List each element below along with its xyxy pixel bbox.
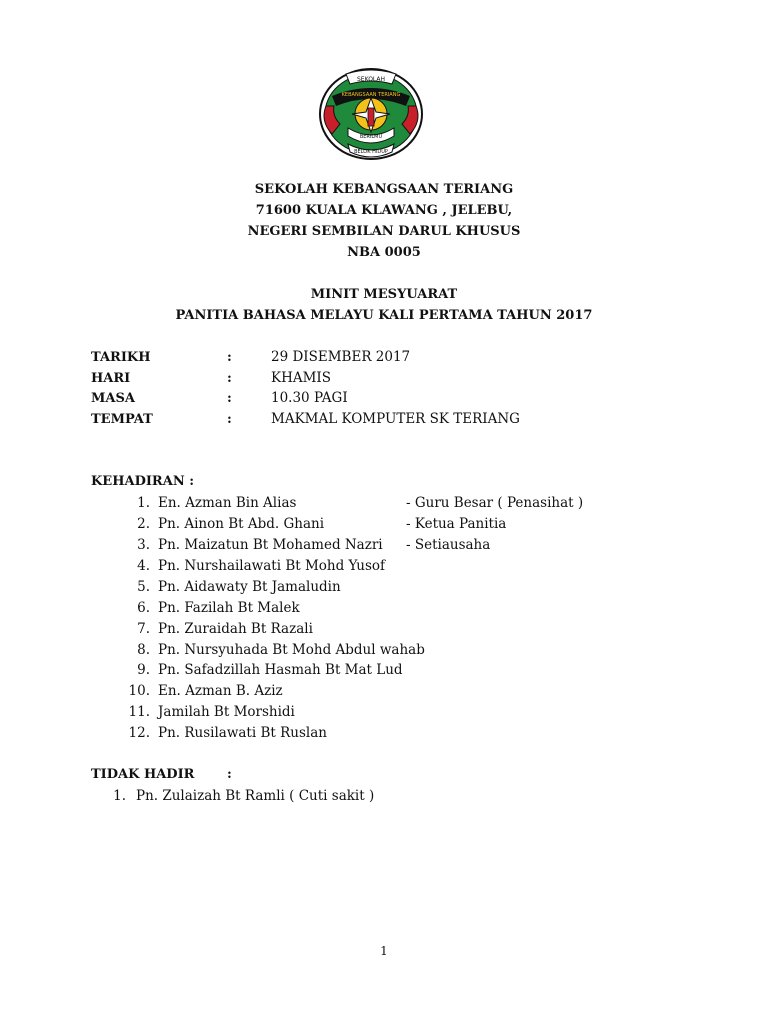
- document-subtitle: PANITIA BAHASA MELAYU KALI PERTAMA TAHUN 2017: [175, 308, 593, 323]
- list-item-name: En. Azman B. Aziz: [158, 683, 283, 699]
- detail-separator: :: [227, 371, 232, 386]
- detail-label-venue: TEMPAT: [91, 412, 153, 427]
- absent-separator: :: [227, 767, 232, 782]
- detail-separator: :: [227, 391, 232, 406]
- list-item-name: Pn. Nursyuhada Bt Mohd Abdul wahab: [158, 642, 425, 658]
- list-item-number: 1.: [137, 495, 150, 511]
- list-item-name: Pn. Ainon Bt Abd. Ghani: [158, 516, 325, 532]
- list-item-name: Pn. Nurshailawati Bt Mohd Yusof: [158, 558, 386, 574]
- list-item-name: Pn. Zulaizah Bt Ramli ( Cuti sakit ): [136, 788, 375, 804]
- school-address: 71600 KUALA KLAWANG , JELEBU,: [255, 203, 513, 218]
- list-item-number: 9.: [137, 662, 150, 678]
- crest-top-text: SEKOLAH: [356, 76, 386, 83]
- school-crest-logo: [318, 66, 424, 162]
- list-item-number: 12.: [128, 725, 150, 741]
- list-item-number: 5.: [137, 579, 150, 595]
- list-item-number: 2.: [137, 516, 150, 532]
- list-item-number: 8.: [137, 642, 150, 658]
- detail-value-venue: MAKMAL KOMPUTER SK TERIANG: [271, 411, 520, 427]
- list-item-name: En. Azman Bin Alias: [158, 495, 297, 511]
- list-item-name: Pn. Safadzillah Hasmah Bt Mat Lud: [158, 662, 403, 678]
- detail-value-day: KHAMIS: [271, 370, 332, 386]
- crest-bottom-text: BELOK HIDUP: [354, 149, 388, 155]
- list-item-number: 11.: [128, 704, 150, 720]
- school-state: NEGERI SEMBILAN DARUL KHUSUS: [247, 224, 521, 239]
- list-item-role: - Ketua Panitia: [406, 516, 507, 532]
- school-name: SEKOLAH KEBANGSAAN TERIANG: [254, 182, 514, 197]
- detail-label-time: MASA: [91, 391, 135, 406]
- list-item-name: Pn. Maizatun Bt Mohamed Nazri: [158, 537, 383, 553]
- list-item-number: 4.: [137, 558, 150, 574]
- list-item-role: - Guru Besar ( Penasihat ): [406, 495, 584, 511]
- attendance-heading: KEHADIRAN :: [91, 474, 195, 489]
- detail-label-date: TARIKH: [91, 350, 151, 365]
- absent-heading: TIDAK HADIR: [91, 767, 195, 782]
- list-item-name: Pn. Aidawaty Bt Jamaludin: [158, 579, 341, 595]
- list-item-name: Pn. Zuraidah Bt Razali: [158, 621, 313, 637]
- list-item-number: 10.: [128, 683, 150, 699]
- detail-value-time: 10.30 PAGI: [271, 390, 348, 406]
- page-number: 1: [380, 944, 388, 958]
- list-item-number: 1.: [113, 788, 126, 804]
- detail-label-day: HARI: [91, 371, 131, 386]
- list-item-name: Pn. Fazilah Bt Malek: [158, 600, 300, 616]
- list-item-number: 3.: [137, 537, 150, 553]
- list-item-role: - Setiausaha: [406, 537, 491, 553]
- detail-value-date: 29 DISEMBER 2017: [271, 349, 411, 365]
- school-code: NBA 0005: [347, 245, 421, 260]
- crest-motto-text: BERILMU: [359, 134, 383, 140]
- detail-separator: :: [227, 412, 232, 427]
- list-item-number: 6.: [137, 600, 150, 616]
- list-item-number: 7.: [137, 621, 150, 637]
- list-item-name: Pn. Rusilawati Bt Ruslan: [158, 725, 327, 741]
- detail-separator: :: [227, 350, 232, 365]
- list-item-name: Jamilah Bt Morshidi: [158, 704, 295, 720]
- crest-band-text: KEBANGSAAN TERIANG: [341, 92, 401, 98]
- document-title: MINIT MESYUARAT: [310, 287, 458, 302]
